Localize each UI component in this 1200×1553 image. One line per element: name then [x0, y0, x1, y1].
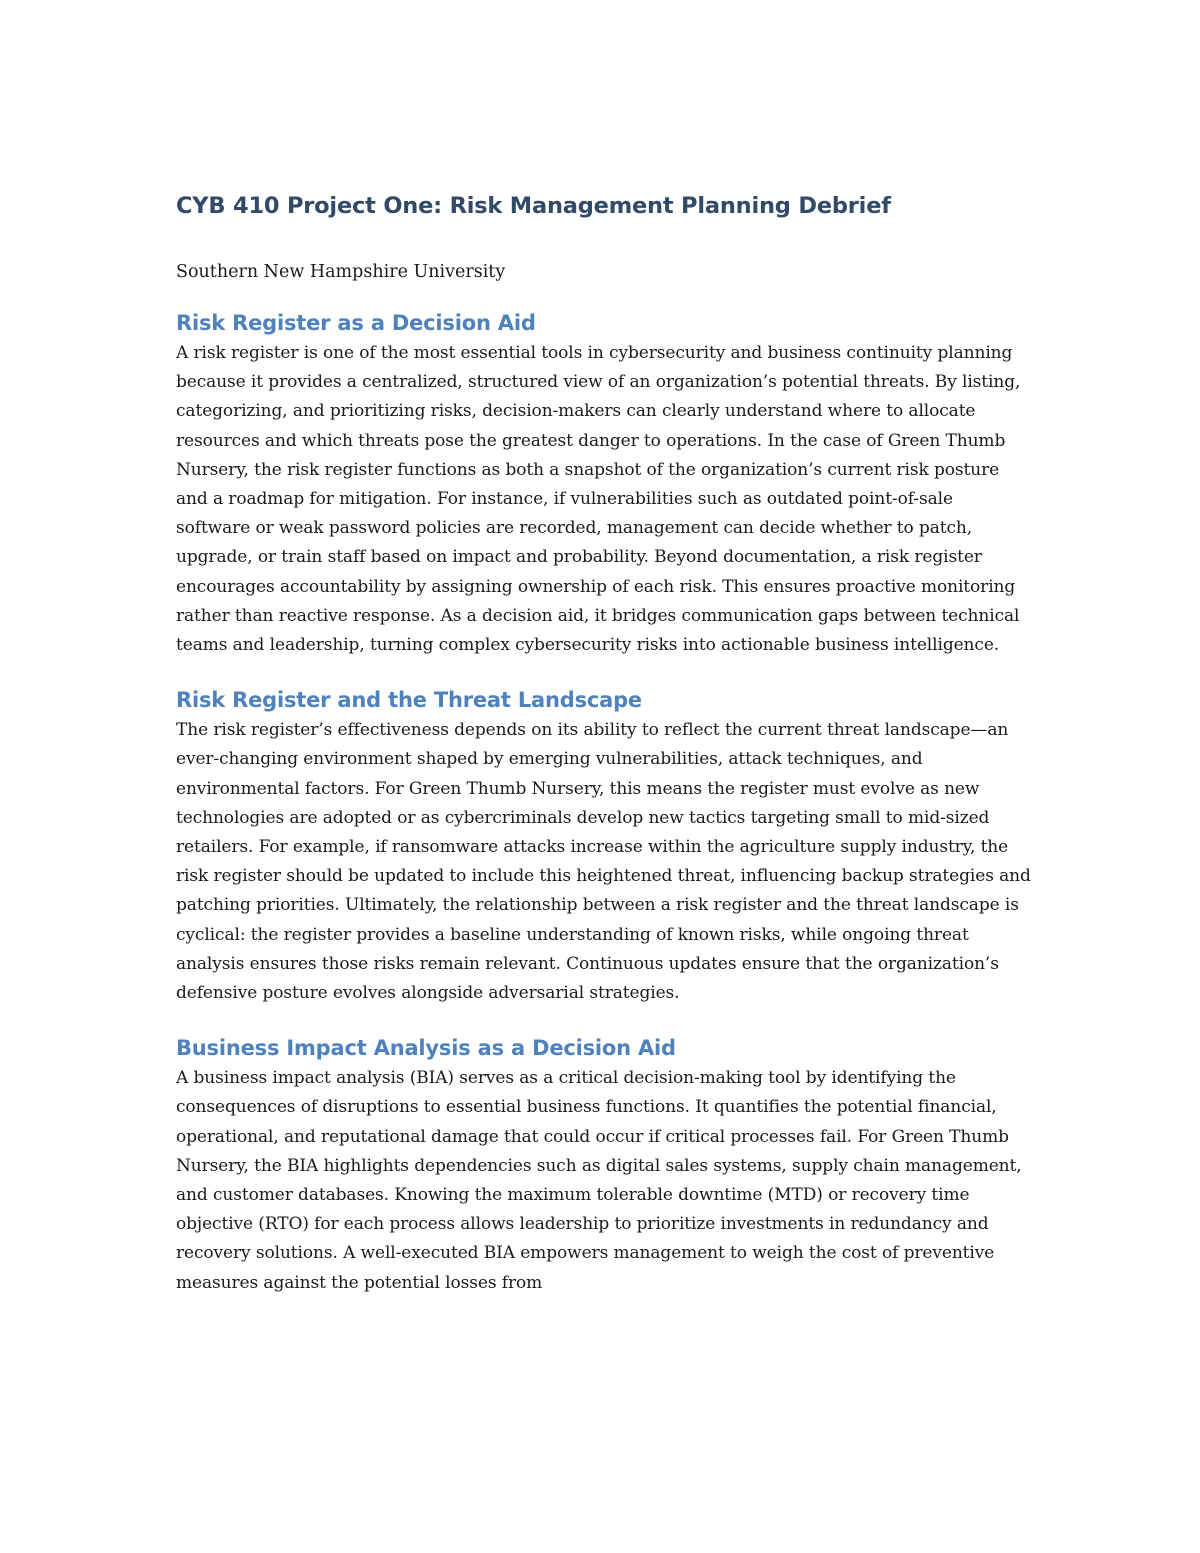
section-risk-register-threat-landscape [176, 684, 1032, 1008]
section-body: The risk register’s effectiveness depends on its ability to reflect the current threat landscape—an ever-changing environment shaped by emerging vulnerabilities, attack techniques, and environmental factors. For Green Thumb Nursery, this means the register must evolve as new technologies are adopted or as cybercriminals develop new tactics targeting small to mid-sized retailers. For example, if ransomware attacks increase within the agriculture supply industry, the risk register should be updated to include this heightened threat, influencing backup strategies and patching priorities. Ultimately, the relationship between a risk register and the threat landscape is cyclical: the register provides a baseline understanding of known risks, while ongoing threat analysis ensures those risks remain relevant. Continuous updates ensure that the organization’s defensive posture evolves alongside adversarial strategies. [176, 720, 1031, 1004]
section-heading: Risk Register as a Decision Aid [176, 311, 536, 335]
document-content [176, 190, 1032, 1298]
document-title: CYB 410 Project One: Risk Management Planning Debrief [176, 193, 891, 219]
section-heading: Risk Register and the Threat Landscape [176, 688, 642, 713]
section-risk-register-decision-aid [176, 307, 1032, 660]
section-bia-decision-aid [176, 1032, 1032, 1298]
section-body: A risk register is one of the most essential tools in cybersecurity and business continuity planning because it provides a centralized, structured view of an organization’s potential threats. By listing, categorizing, and prioritizing risks, decision-makers can clearly understand where to allocate resources and which threats pose the greatest danger to operations. In the case of Green Thumb Nursery, the risk register functions as both a snapshot of the organization’s current risk posture and a roadmap for mitigation. For instance, if vulnerabilities such as outdated point-of-sale software or weak password policies are recorded, management can decide whether to patch, upgrade, or train staff based on impact and probability. Beyond documentation, a risk register encourages accountability by assigning ownership of each risk. This ensures proactive monitoring rather than reactive response. As a decision aid, it bridges communication gaps between technical teams and leadership, turning complex cybersecurity risks into actionable business intelligence. [176, 343, 1021, 656]
section-body: A business impact analysis (BIA) serves as a critical decision-making tool by identifying the consequences of disruptions to essential business functions. It quantifies the potential financial, operational, and reputational damage that could occur if critical processes fail. For Green Thumb Nursery, the BIA highlights dependencies such as digital sales systems, supply chain management, and customer databases. Knowing the maximum tolerable downtime (MTD) or recovery time objective (RTO) for each process allows leadership to prioritize investments in redundancy and recovery solutions. A well-executed BIA empowers management to weigh the cost of preventive measures against the potential losses from [176, 1068, 1022, 1293]
institution-name: Southern New Hampshire University [176, 262, 506, 282]
section-heading: Business Impact Analysis as a Decision Aid [176, 1036, 676, 1061]
